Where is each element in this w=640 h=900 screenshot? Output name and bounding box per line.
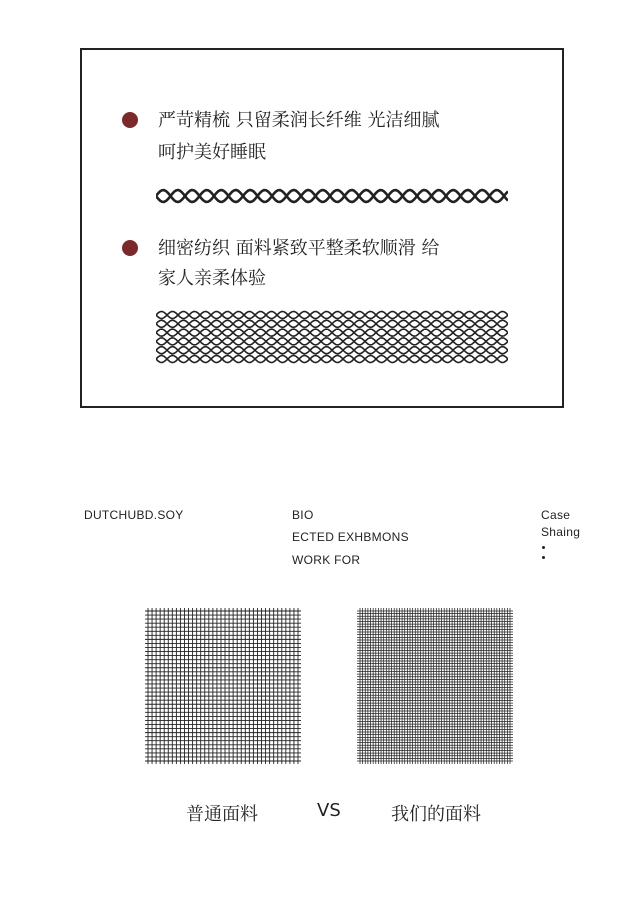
middle-label-2: ECTED EXHBMONS <box>292 530 409 544</box>
bullet-dot-icon <box>122 240 138 256</box>
feature-1-line-1: 严苛精梳 只留柔润长纤维 光洁细腻 <box>158 110 440 131</box>
ordinary-fabric-label: 普通面料 <box>186 804 258 825</box>
right-label-1: Case <box>541 508 571 522</box>
dot-icon <box>542 556 545 559</box>
feature-card <box>80 48 564 408</box>
twisted-fiber-icon <box>156 184 508 208</box>
middle-label-1: BIO <box>292 508 314 522</box>
coarse-mesh-icon <box>145 608 301 764</box>
middle-label-3: WORK FOR <box>292 553 361 567</box>
brand-label: DUTCHUBD.SOY <box>84 508 184 522</box>
woven-fabric-icon <box>156 310 508 364</box>
feature-2-line-1: 细密纺织 面料紧致平整柔软顺滑 给 <box>158 238 440 259</box>
bullet-dot-icon <box>122 112 138 128</box>
fine-mesh-icon <box>357 608 513 764</box>
right-label-2: Shaing <box>541 525 581 539</box>
dot-icon <box>542 546 545 549</box>
feature-2-line-2: 家人亲柔体验 <box>158 268 266 289</box>
our-fabric-label: 我们的面料 <box>391 804 481 825</box>
vs-label: VS <box>317 800 341 821</box>
feature-1-line-2: 呵护美好睡眠 <box>158 142 266 163</box>
